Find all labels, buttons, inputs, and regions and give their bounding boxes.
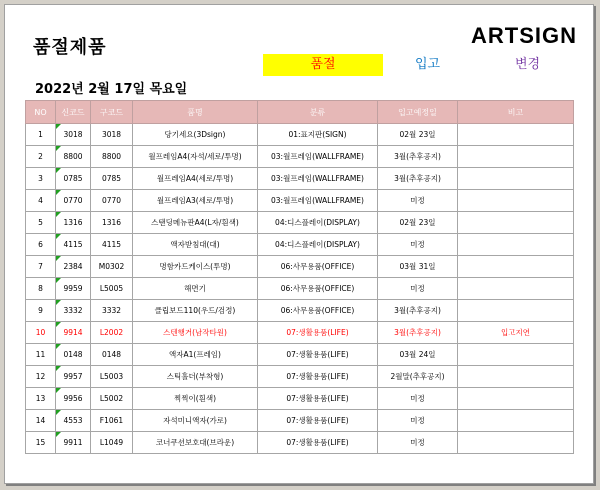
table-row xyxy=(26,322,574,344)
row-product-name[interactable]: 찍찍이(흰색) xyxy=(133,388,258,410)
row-eta[interactable]: 03월 24일 xyxy=(378,344,458,366)
change-button[interactable]: 변경 xyxy=(514,57,541,72)
col-header-no[interactable]: NO xyxy=(26,101,56,124)
table-row xyxy=(26,432,574,454)
row-new-code[interactable]: 4115 xyxy=(56,234,91,256)
table-row xyxy=(26,168,574,190)
row-eta[interactable]: 미정 xyxy=(378,278,458,300)
row-eta[interactable]: 미정 xyxy=(378,234,458,256)
col-header-new-code[interactable]: 신코드 xyxy=(56,101,91,124)
row-note[interactable] xyxy=(458,234,574,256)
row-no[interactable]: 11 xyxy=(26,344,56,366)
row-no[interactable]: 7 xyxy=(26,256,56,278)
row-no[interactable]: 3 xyxy=(26,168,56,190)
row-product-name[interactable]: 해면기 xyxy=(133,278,258,300)
row-category[interactable]: 03:월프레임(WALLFRAME) xyxy=(258,190,378,212)
row-eta[interactable]: 3월(추후공지) xyxy=(378,168,458,190)
col-header-eta[interactable]: 입고예정일 xyxy=(378,101,458,124)
row-note[interactable] xyxy=(458,432,574,454)
row-no[interactable]: 6 xyxy=(26,234,56,256)
row-old-code[interactable]: 0148 xyxy=(91,344,133,366)
row-product-name[interactable]: 월프레임A4(자석/세로/투명) xyxy=(133,146,258,168)
row-old-code[interactable]: 3018 xyxy=(91,124,133,146)
row-product-name[interactable]: 스틱홀더(부착형) xyxy=(133,366,258,388)
row-no[interactable]: 9 xyxy=(26,300,56,322)
row-note[interactable] xyxy=(458,300,574,322)
row-new-code[interactable]: 0148 xyxy=(56,344,91,366)
row-new-code[interactable]: 1316 xyxy=(56,212,91,234)
table-row xyxy=(26,190,574,212)
row-old-code[interactable]: F1061 xyxy=(91,410,133,432)
stock-in-button[interactable]: 입고 xyxy=(414,57,441,72)
row-new-code[interactable]: 9914 xyxy=(56,322,91,344)
row-no[interactable]: 10 xyxy=(26,322,56,344)
out-of-stock-table xyxy=(25,100,574,454)
row-no[interactable]: 8 xyxy=(26,278,56,300)
row-category[interactable]: 06:사무용품(OFFICE) xyxy=(258,300,378,322)
row-old-code[interactable]: 8800 xyxy=(91,146,133,168)
row-new-code[interactable]: 3332 xyxy=(56,300,91,322)
row-old-code[interactable]: 4115 xyxy=(91,234,133,256)
brand-logo: ARTSIGN xyxy=(471,23,577,48)
table-row xyxy=(26,212,574,234)
row-product-name[interactable]: 자석미니액자(가로) xyxy=(133,410,258,432)
row-old-code[interactable]: L5005 xyxy=(91,278,133,300)
row-product-name[interactable]: 스텐행거(남작타원) xyxy=(133,322,258,344)
row-no[interactable]: 15 xyxy=(26,432,56,454)
row-category[interactable]: 06:사무용품(OFFICE) xyxy=(258,278,378,300)
row-note[interactable] xyxy=(458,366,574,388)
table-row xyxy=(26,344,574,366)
row-note[interactable] xyxy=(458,410,574,432)
row-old-code[interactable]: L1049 xyxy=(91,432,133,454)
table-row xyxy=(26,278,574,300)
row-eta[interactable]: 미정 xyxy=(378,190,458,212)
row-old-code[interactable]: L5003 xyxy=(91,366,133,388)
row-product-name[interactable]: 클립보드110(우드/검정) xyxy=(133,300,258,322)
row-eta[interactable]: 2월말(추후공지) xyxy=(378,366,458,388)
row-eta[interactable]: 3월(추후공지) xyxy=(378,146,458,168)
row-category[interactable]: 07:생활용품(LIFE) xyxy=(258,410,378,432)
row-new-code[interactable]: 9957 xyxy=(56,366,91,388)
row-product-name[interactable]: 당기세요(3Dsign) xyxy=(133,124,258,146)
row-note[interactable] xyxy=(458,168,574,190)
table-row xyxy=(26,256,574,278)
row-product-name[interactable]: 액자A1(프레임) xyxy=(133,344,258,366)
row-category[interactable]: 04:디스플레이(DISPLAY) xyxy=(258,234,378,256)
row-old-code[interactable]: M0302 xyxy=(91,256,133,278)
row-new-code[interactable]: 9959 xyxy=(56,278,91,300)
table-row xyxy=(26,300,574,322)
report-date: 2022년 2월 17일 목요일 xyxy=(35,82,188,97)
row-category[interactable]: 07:생활용품(LIFE) xyxy=(258,322,378,344)
row-category[interactable]: 07:생활용품(LIFE) xyxy=(258,366,378,388)
row-eta[interactable]: 3월(추후공지) xyxy=(378,322,458,344)
row-new-code[interactable]: 0770 xyxy=(56,190,91,212)
row-no[interactable]: 1 xyxy=(26,124,56,146)
row-eta[interactable]: 02월 23일 xyxy=(378,212,458,234)
row-note[interactable] xyxy=(458,124,574,146)
row-category[interactable]: 07:생활용품(LIFE) xyxy=(258,388,378,410)
row-no[interactable]: 14 xyxy=(26,410,56,432)
row-no[interactable]: 13 xyxy=(26,388,56,410)
table-row xyxy=(26,388,574,410)
row-product-name[interactable]: 월프레임A3(세로/투명) xyxy=(133,190,258,212)
row-note[interactable] xyxy=(458,190,574,212)
row-eta[interactable]: 미정 xyxy=(378,432,458,454)
row-eta[interactable]: 미정 xyxy=(378,410,458,432)
row-old-code[interactable]: 0770 xyxy=(91,190,133,212)
row-product-name[interactable]: 명함카드케이스(투명) xyxy=(133,256,258,278)
row-old-code[interactable]: 3332 xyxy=(91,300,133,322)
row-old-code[interactable]: L5002 xyxy=(91,388,133,410)
row-category[interactable]: 06:사무용품(OFFICE) xyxy=(258,256,378,278)
row-new-code[interactable]: 9956 xyxy=(56,388,91,410)
row-new-code[interactable]: 2384 xyxy=(56,256,91,278)
row-product-name[interactable]: 코너쿠션보호대(브라운) xyxy=(133,432,258,454)
row-category[interactable]: 03:월프레임(WALLFRAME) xyxy=(258,168,378,190)
row-note[interactable] xyxy=(458,388,574,410)
row-eta[interactable]: 03월 31일 xyxy=(378,256,458,278)
row-old-code[interactable]: 1316 xyxy=(91,212,133,234)
row-new-code[interactable]: 4553 xyxy=(56,410,91,432)
row-old-code[interactable]: L2002 xyxy=(91,322,133,344)
row-note[interactable] xyxy=(458,278,574,300)
row-note[interactable] xyxy=(458,344,574,366)
row-product-name[interactable]: 스탠딩메뉴판A4(L자/흰색) xyxy=(133,212,258,234)
row-eta[interactable]: 미정 xyxy=(378,388,458,410)
row-note[interactable] xyxy=(458,146,574,168)
col-header-old-code[interactable]: 구코드 xyxy=(91,101,133,124)
col-header-category[interactable]: 분류 xyxy=(258,101,378,124)
row-category[interactable]: 01:표지판(SIGN) xyxy=(258,124,378,146)
table-row xyxy=(26,146,574,168)
row-category[interactable]: 04:디스플레이(DISPLAY) xyxy=(258,212,378,234)
row-new-code[interactable]: 3018 xyxy=(56,124,91,146)
spreadsheet-page xyxy=(4,4,594,484)
row-no[interactable]: 4 xyxy=(26,190,56,212)
row-note[interactable] xyxy=(458,256,574,278)
row-category[interactable]: 03:월프레임(WALLFRAME) xyxy=(258,146,378,168)
row-new-code[interactable]: 9911 xyxy=(56,432,91,454)
row-old-code[interactable]: 0785 xyxy=(91,168,133,190)
row-no[interactable]: 2 xyxy=(26,146,56,168)
table-header-row xyxy=(26,101,574,124)
row-no[interactable]: 12 xyxy=(26,366,56,388)
row-note[interactable]: 입고지연 xyxy=(458,322,574,344)
row-category[interactable]: 07:생활용품(LIFE) xyxy=(258,344,378,366)
table-row xyxy=(26,234,574,256)
row-product-name[interactable]: 월프레임A4(세로/투명) xyxy=(133,168,258,190)
table-row xyxy=(26,410,574,432)
table-row xyxy=(26,124,574,146)
table-row xyxy=(26,366,574,388)
row-category[interactable]: 07:생활용품(LIFE) xyxy=(258,432,378,454)
out-of-stock-button[interactable]: 품절 xyxy=(263,54,383,76)
page-title: 품절제품 xyxy=(33,37,107,58)
col-header-product-name[interactable]: 품명 xyxy=(133,101,258,124)
row-note[interactable] xyxy=(458,212,574,234)
row-eta[interactable]: 3월(추후공지) xyxy=(378,300,458,322)
row-eta[interactable]: 02월 23일 xyxy=(378,124,458,146)
row-no[interactable]: 5 xyxy=(26,212,56,234)
row-product-name[interactable]: 액자받침대(대) xyxy=(133,234,258,256)
row-new-code[interactable]: 8800 xyxy=(56,146,91,168)
col-header-note[interactable]: 비고 xyxy=(458,101,574,124)
row-new-code[interactable]: 0785 xyxy=(56,168,91,190)
